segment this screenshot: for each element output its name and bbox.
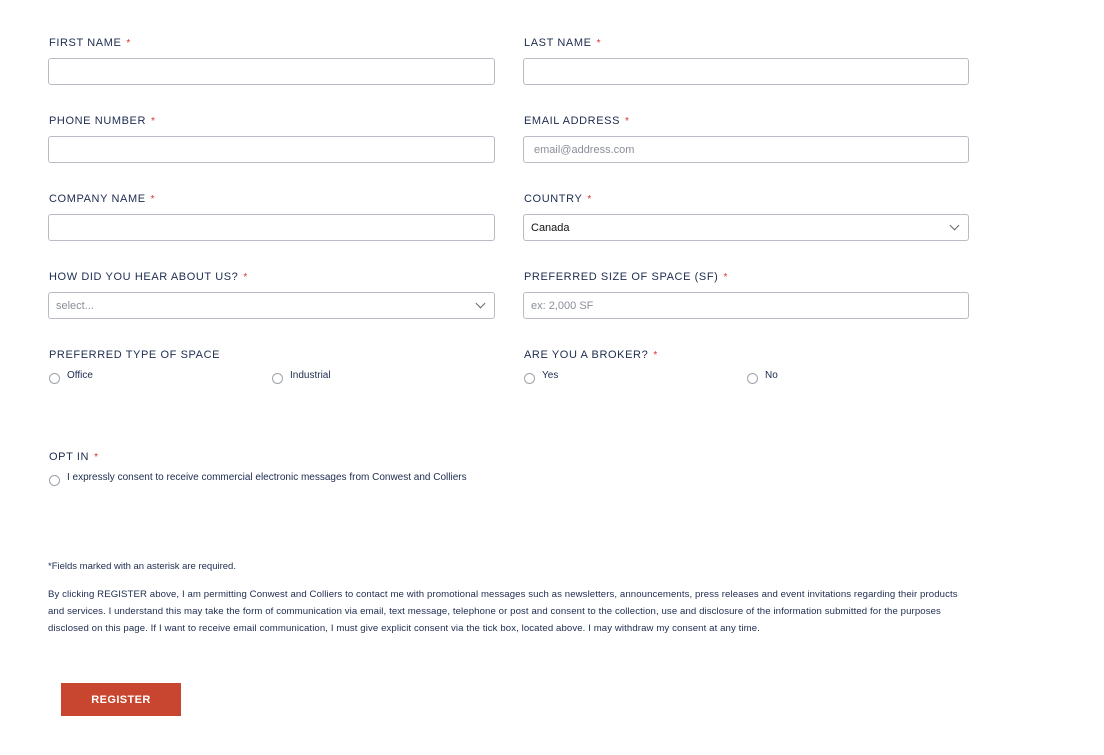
country-label-text: COUNTRY xyxy=(524,193,583,205)
preferred-size-label xyxy=(524,271,728,283)
radio-circle-icon[interactable] xyxy=(272,373,283,384)
radio-circle-icon[interactable] xyxy=(524,373,535,384)
first-name-label-text: FIRST NAME xyxy=(49,37,122,49)
last-name-label-text: LAST NAME xyxy=(524,37,592,49)
chevron-down-icon xyxy=(950,221,960,231)
required-asterisk: * xyxy=(150,194,156,205)
required-asterisk: * xyxy=(151,116,156,127)
first-name-label xyxy=(49,37,131,49)
radio-circle-icon[interactable] xyxy=(49,475,60,486)
country-label xyxy=(524,193,592,205)
required-asterisk: * xyxy=(94,452,99,463)
company-name-label xyxy=(49,193,155,205)
last-name-input[interactable] xyxy=(523,58,969,85)
radio-office[interactable] xyxy=(49,370,93,384)
register-button[interactable]: REGISTER xyxy=(61,683,181,716)
radio-office-label: Office xyxy=(67,370,93,381)
preferred-size-input[interactable]: ex: 2,000 SF xyxy=(523,292,969,319)
required-asterisk: * xyxy=(243,272,248,283)
first-name-input[interactable] xyxy=(48,58,495,85)
preferred-type-label: PREFERRED TYPE OF SPACE xyxy=(49,349,221,361)
broker-label xyxy=(524,349,658,361)
radio-industrial[interactable] xyxy=(272,370,331,384)
preferred-size-label-text: PREFERRED SIZE OF SPACE (SF) xyxy=(524,271,719,283)
phone-number-label-text: PHONE NUMBER xyxy=(49,115,147,127)
opt-in-label xyxy=(49,451,99,463)
opt-in-consent-label: I expressly consent to receive commercial electronic messages from Conwest and Colliers xyxy=(67,472,467,483)
chevron-down-icon xyxy=(476,299,486,309)
email-address-label xyxy=(524,115,630,127)
required-asterisk: * xyxy=(126,38,131,49)
required-asterisk: * xyxy=(596,38,602,49)
last-name-label xyxy=(524,37,601,49)
phone-number-label xyxy=(49,115,156,127)
opt-in-consent-option[interactable] xyxy=(49,472,467,486)
radio-industrial-label: Industrial xyxy=(290,370,331,381)
required-asterisk: * xyxy=(587,194,592,205)
required-asterisk: * xyxy=(723,272,728,283)
legal-consent-text: By clicking REGISTER above, I am permitting Conwest and Colliers to contact me with promotional messages such as newsletters, announcements, press releases and event invitations regarding their products and services. I understand this may take the form of communication via email, text message, telephone or post and consent to the collection, use and disclosure of the information submitted for the purposes disclosed on this page. If I want to receive email communication, I must give explicit consent via the tick box, located above. I may withdraw my consent at any time. xyxy=(48,589,958,634)
radio-broker-no[interactable] xyxy=(747,370,778,384)
required-asterisk: * xyxy=(653,350,658,361)
required-asterisk: * xyxy=(625,116,630,127)
hear-about-us-selected-value: select... xyxy=(56,299,94,312)
company-name-label-text: COMPANY NAME xyxy=(49,193,146,205)
email-address-input[interactable]: email@address.com xyxy=(523,136,969,163)
radio-no-label: No xyxy=(765,370,778,381)
country-select[interactable] xyxy=(523,214,969,241)
radio-yes-label: Yes xyxy=(542,370,559,381)
radio-circle-icon[interactable] xyxy=(49,373,60,384)
email-address-label-text: EMAIL ADDRESS xyxy=(524,115,621,127)
hear-about-us-label xyxy=(49,271,248,283)
opt-in-label-text: OPT IN xyxy=(49,451,90,463)
phone-number-input[interactable] xyxy=(48,136,495,163)
hear-about-us-label-text: HOW DID YOU HEAR ABOUT US? xyxy=(49,271,239,283)
hear-about-us-select[interactable] xyxy=(48,292,495,319)
radio-broker-yes[interactable] xyxy=(524,370,558,384)
radio-circle-icon[interactable] xyxy=(747,373,758,384)
required-fields-note: *Fields marked with an asterisk are required. xyxy=(48,561,236,572)
country-selected-value: Canada xyxy=(531,221,570,234)
company-name-input[interactable] xyxy=(48,214,495,241)
broker-label-text: ARE YOU A BROKER? xyxy=(524,349,649,361)
